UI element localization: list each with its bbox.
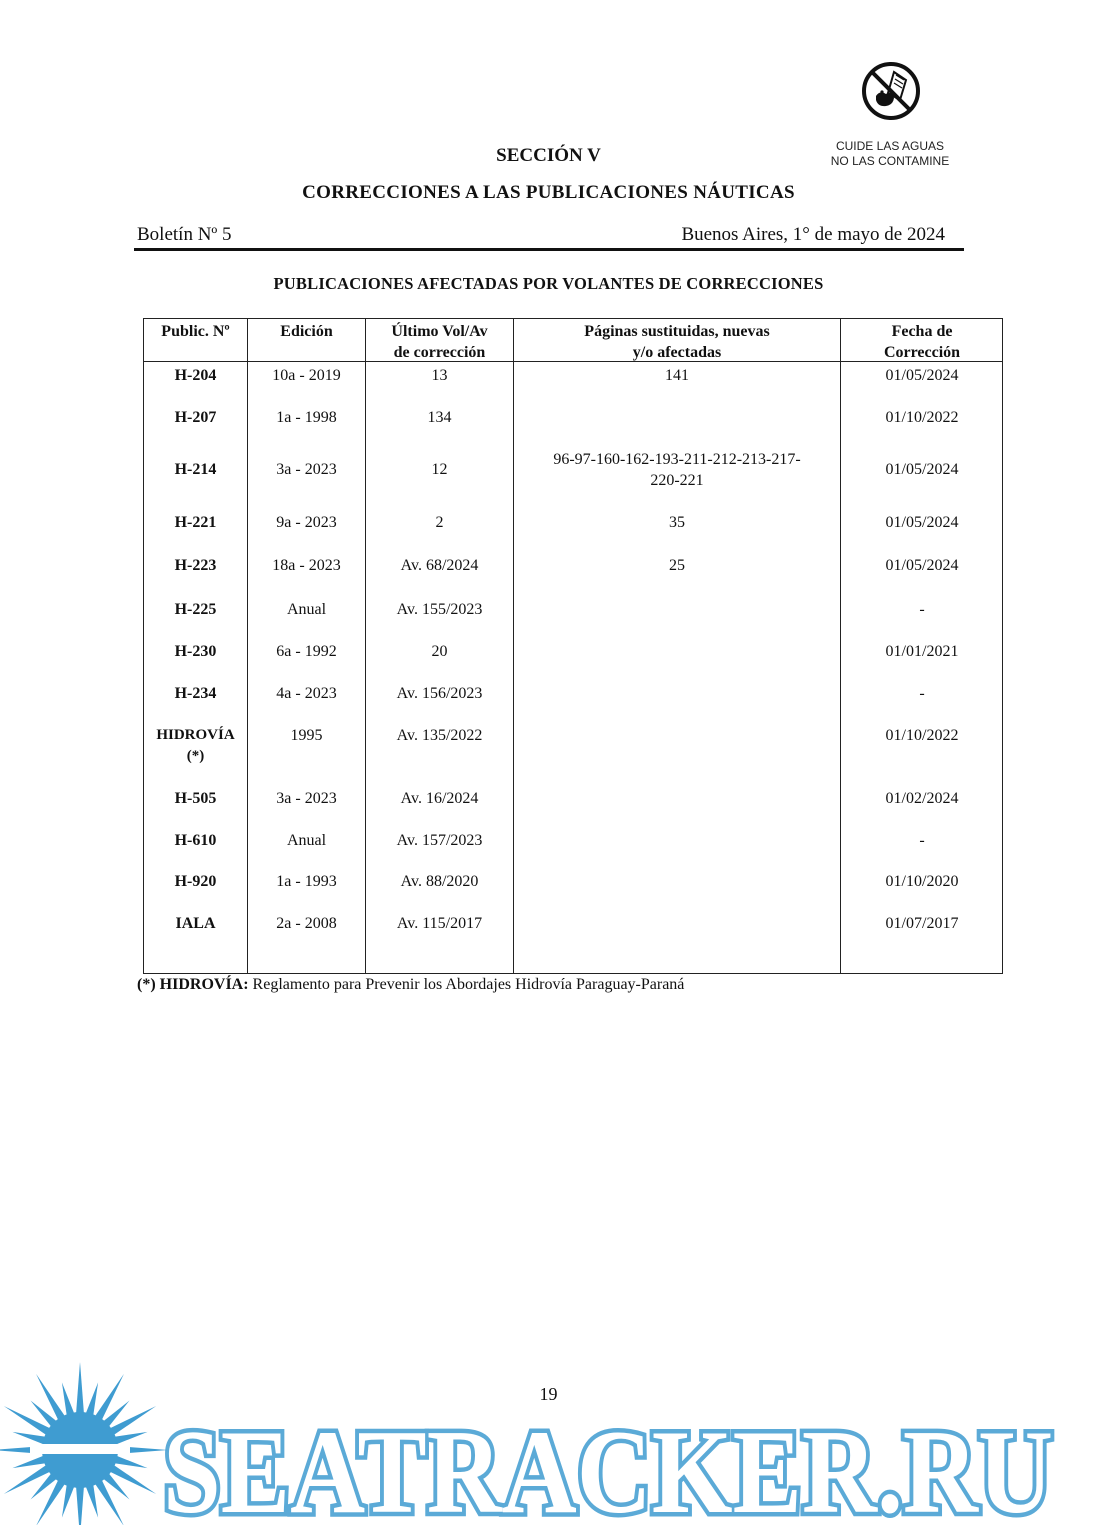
cell-text: 01/05/2024 (885, 514, 959, 531)
date-cell (841, 599, 1003, 620)
date-cell (841, 512, 1003, 533)
cell-text: H-230 (174, 643, 217, 660)
watermark-text: SEATRACKER.RU (163, 1405, 1053, 1525)
publication-cell (144, 365, 247, 386)
cell-text: Av. 135/2022 (396, 727, 483, 744)
cell-text: Anual (286, 601, 327, 618)
cell-text: 20 (431, 643, 448, 660)
publication-cell (144, 725, 247, 767)
column-header-line: Corrección (883, 344, 961, 361)
edition-cell (248, 512, 365, 533)
cell-text: 2a - 2008 (276, 915, 337, 932)
column-header-last-correction (366, 321, 513, 363)
cell-text: - (919, 685, 925, 702)
date-cell (841, 365, 1003, 386)
cell-text: H-207 (174, 409, 217, 426)
cell-text: 01/02/2024 (885, 790, 959, 807)
column-divider (513, 319, 514, 973)
column-header-line: y/o afectadas (632, 344, 722, 361)
date-cell (841, 555, 1003, 576)
publication-cell (144, 555, 247, 576)
last-correction-cell (366, 725, 513, 746)
last-correction-cell (366, 683, 513, 704)
cell-text: 220-221 (650, 472, 704, 489)
cell-text: H-221 (174, 514, 217, 531)
cell-text: 18a - 2023 (272, 557, 341, 574)
cell-text: 12 (431, 461, 448, 478)
last-correction-cell (366, 512, 513, 533)
cell-text: HIDROVÍA (156, 727, 235, 743)
date-cell (841, 788, 1003, 809)
publication-cell (144, 407, 247, 428)
column-header-line: Edición (280, 323, 333, 340)
cell-text: 141 (665, 367, 689, 384)
last-correction-cell (366, 871, 513, 892)
cell-text: Av. 68/2024 (400, 557, 479, 574)
edition-cell (248, 407, 365, 428)
sun-horizon (30, 1444, 130, 1454)
sun-ray (95, 1479, 125, 1525)
publication-cell (144, 830, 247, 851)
last-correction-cell (366, 555, 513, 576)
page-number: 19 (539, 1384, 558, 1404)
cell-text: 96-97-160-162-193-211-212-213-217- (553, 451, 801, 468)
cell-text: IALA (175, 915, 216, 932)
column-header-publication (144, 321, 247, 342)
cell-text: 4a - 2023 (276, 685, 337, 702)
cell-text: H-234 (174, 685, 217, 702)
cell-text: H-204 (174, 367, 217, 384)
sun-ray (109, 1465, 156, 1495)
publication-cell (144, 871, 247, 892)
cell-text: 10a - 2019 (272, 367, 341, 384)
sun-ray (12, 1455, 46, 1468)
sun-ray (62, 1484, 75, 1518)
edition-cell (248, 365, 365, 386)
date-cell (841, 913, 1003, 934)
cell-text: 01/07/2017 (885, 915, 959, 932)
sun-ray (4, 1465, 51, 1495)
sun-ray (114, 1455, 148, 1468)
date-cell (841, 871, 1003, 892)
corrections-table (143, 318, 1003, 974)
publication-cell (144, 599, 247, 620)
cell-text: 1995 (290, 727, 323, 744)
column-header-line: de corrección (393, 344, 486, 361)
date-cell (841, 830, 1003, 851)
page-title: CORRECCIONES A LAS PUBLICACIONES NÁUTICAS (302, 182, 795, 203)
edition-cell (248, 683, 365, 704)
cell-text: 01/05/2024 (885, 557, 959, 574)
cell-text: 01/10/2022 (885, 409, 959, 426)
cell-text: 01/10/2020 (885, 873, 959, 890)
footnote-text: Reglamento para Prevenir los Abordajes Hidrovía Paraguay-Paraná (248, 976, 685, 993)
sun-ray (76, 1486, 84, 1525)
column-header-pages (514, 321, 840, 363)
cell-text: 9a - 2023 (276, 514, 337, 531)
cell-text: H-610 (174, 832, 217, 849)
sun-ray (36, 1479, 66, 1525)
publication-cell (144, 512, 247, 533)
last-correction-cell (366, 641, 513, 662)
last-correction-cell (366, 599, 513, 620)
sun-ray (4, 1406, 51, 1436)
last-correction-cell (366, 459, 513, 480)
publication-cell (144, 683, 247, 704)
cell-text: Av. 157/2023 (396, 832, 483, 849)
date-cell (841, 459, 1003, 480)
cell-text: 13 (431, 367, 448, 384)
cell-text: - (919, 601, 925, 618)
cell-text: Av. 155/2023 (396, 601, 483, 618)
edition-cell (248, 725, 365, 746)
cell-text: 01/05/2024 (885, 367, 959, 384)
date-cell (841, 683, 1003, 704)
publication-cell (144, 641, 247, 662)
cell-text: - (919, 832, 925, 849)
pages-cell (514, 365, 840, 386)
cell-text: Av. 88/2020 (400, 873, 479, 890)
place-and-date: Buenos Aires, 1° de mayo de 2024 (681, 224, 945, 245)
cell-text: 35 (669, 514, 685, 531)
cell-text: 2 (435, 514, 444, 531)
last-correction-cell (366, 913, 513, 934)
pages-cell (514, 512, 840, 533)
cell-text: H-505 (174, 790, 217, 807)
cell-text: H-920 (174, 873, 217, 890)
environment-slogan-line-1: CUIDE LAS AGUAS (835, 139, 945, 153)
edition-cell (248, 913, 365, 934)
publication-cell (144, 459, 247, 480)
cell-text: 6a - 1992 (276, 643, 337, 660)
table-title: PUBLICACIONES AFECTADAS POR VOLANTES DE CORRECCIONES (273, 274, 824, 293)
cell-text: 01/10/2022 (885, 727, 959, 744)
sun-ray (114, 1432, 148, 1445)
column-header-edition (248, 321, 365, 342)
cell-text: Av. 156/2023 (396, 685, 483, 702)
column-header-line: Fecha de (891, 323, 953, 340)
cell-text: 3a - 2023 (276, 461, 337, 478)
edition-cell (248, 599, 365, 620)
bulletin-number: Boletín Nº 5 (137, 224, 232, 245)
footnote (137, 976, 684, 994)
column-header-date (841, 321, 1003, 363)
column-header-line: Páginas sustituidas, nuevas (584, 323, 770, 340)
cell-text: 3a - 2023 (276, 790, 337, 807)
last-correction-cell (366, 830, 513, 851)
publication-cell (144, 913, 247, 934)
cell-text: 1a - 1998 (276, 409, 337, 426)
sun-ray (85, 1484, 98, 1518)
column-header-line: Public. Nº (161, 323, 230, 340)
no-pollution-icon (860, 60, 922, 122)
footnote-label: (*) HIDROVÍA: (137, 976, 249, 993)
last-correction-cell (366, 365, 513, 386)
last-correction-cell (366, 407, 513, 428)
date-cell (841, 407, 1003, 428)
pages-cell (514, 555, 840, 576)
cell-text: H-223 (174, 557, 217, 574)
cell-text: 134 (427, 409, 452, 426)
edition-cell (248, 871, 365, 892)
cell-text: H-214 (174, 461, 217, 478)
cell-text: 25 (669, 557, 685, 574)
sun-ray (109, 1406, 156, 1436)
cell-text: (*) (186, 748, 205, 764)
pages-cell (514, 449, 840, 491)
cell-text: 01/05/2024 (885, 461, 959, 478)
last-correction-cell (366, 788, 513, 809)
edition-cell (248, 830, 365, 851)
edition-cell (248, 641, 365, 662)
header-divider (134, 248, 964, 251)
publication-cell (144, 788, 247, 809)
cell-text: Av. 16/2024 (400, 790, 479, 807)
cell-text: 1a - 1993 (276, 873, 337, 890)
environment-slogan-line-2: NO LAS CONTAMINE (830, 154, 950, 168)
edition-cell (248, 459, 365, 480)
cell-text: H-225 (174, 601, 217, 618)
date-cell (841, 641, 1003, 662)
section-title: SECCIÓN V (496, 145, 601, 166)
cell-text: Av. 115/2017 (396, 915, 483, 932)
sun-ray (12, 1432, 46, 1445)
edition-cell (248, 555, 365, 576)
edition-cell (248, 788, 365, 809)
cell-text: Anual (286, 832, 327, 849)
cell-text: 01/01/2021 (885, 643, 959, 660)
date-cell (841, 725, 1003, 746)
column-header-line: Último Vol/Av (391, 323, 488, 340)
